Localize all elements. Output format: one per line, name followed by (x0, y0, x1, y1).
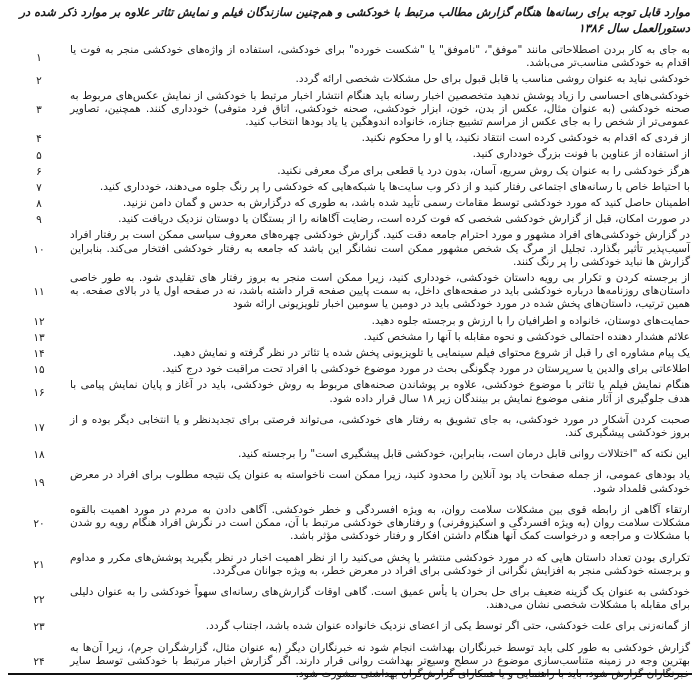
item-text: این نکته که "اختلالات روانی قابل درمان است، بنابراین، خودکشی قابل پیشگیری است" را برجسته کنید. (238, 448, 690, 461)
item-number: ۲۳ (33, 621, 45, 634)
item-text: یک پیام مشاوره ای را قبل از شروع محتوای فیلم سینمایی یا تلویزیونی پخش شده یا تئاتر در نظر گرفته و نمایش دهید. (172, 347, 690, 360)
item-text: هنگام نمایش فیلم یا تئاتر با موضوع خودکشی، علاوه بر پوشاندن صحنه‌های مربوط به روش خودکشی، باید در آغاز و پایان نمایش پیامی با هدف جلوگیری از آثار منفی موضوع نمایش بر بینندگان زیر ۱۸ سال قرار داده شود. (70, 379, 690, 405)
item-text: علائم هشدار دهنده احتمالی خودکشی و نحوه مقابله با آنها را مشخص کنید. (363, 330, 690, 343)
item-text: از استفاده از عناوین با فونت بزرگ خودداری کنید. (472, 148, 690, 161)
list-item (8, 315, 690, 328)
item-number: ۲۱ (33, 559, 45, 572)
item-number: ۲۴ (33, 655, 45, 668)
item-number: ۷ (36, 181, 42, 194)
item-text: از گمانه‌زنی برای علت خودکشی، حتی اگر توسط یکی از اعضای نزدیک خانواده عنوان شده باشد، اجتناب گردد. (205, 620, 690, 633)
list-item (8, 165, 690, 178)
list-item (8, 132, 690, 145)
list-item (8, 469, 690, 495)
item-text: گزارش خودکشی به طور کلی باید توسط خبرنگاران بهداشت انجام شود نه خبرنگاران دیگر (به عنوان مثال، گزارشگران جرم)، زیرا آن‌ها به بهترین وجه در زمینه متناسب‌سازی موضوع در سطح وسیع‌تر بهداشت روانی قرار دارند. اگر گزارش اخبار مرتبط با خودکشی توسط سایر خبرنگاران گزارش شود، باید با راهنمایی و یا همکارای گزارش‌گران بهداشتی مشورت شود. (70, 641, 690, 680)
item-number: ۵ (36, 149, 42, 162)
list-item (8, 552, 690, 578)
item-number: ۱۳ (33, 331, 45, 344)
item-text: اطلاعاتی برای والدین یا سرپرستان در مورد چگونگی بحث در مورد موضوع خودکشی با افراد تحت مراقبت خود درج کنید. (162, 363, 690, 376)
item-text: تکراری بودن تعداد داستان هایی که در مورد خودکشی منتشر یا پخش می‌کنید را از نظر اهمیت اخبار در نظر بگیرید پوشش‌های مکرر و مداوم و برجسته خودکشی منجر به افزایش نگرانی از خودکشی برای افراد در معرض خطر، به ویژه جوانان می‌گردد. (70, 551, 690, 577)
list-item (8, 331, 690, 344)
item-number: ۱۹ (33, 477, 45, 490)
item-text: ارتقاء آگاهی از رابطه قوی بین مشکلات سلامت روان، به ویژه افسردگی و خطر خودکشی. آگاهی دادن به مردم در مورد اهمیت بالقوه مشکلات سلامت روان (به ویژه افسردگی و اسکیزوفرنی) و رفتارهای خودکشی مرتبط با آن، ممکن است در نگرش افراد هنگام رویه رو شدن با مشکلات و مراجعه و درخواست کمک آنها هنگام داشتن افکار و رفتار خودکشی مؤثر باشد. (70, 503, 690, 543)
list-item (8, 148, 690, 161)
item-number: ۱۰ (33, 243, 45, 256)
item-number: ۱۶ (33, 387, 45, 400)
list-item (8, 213, 690, 226)
item-text: با احتیاط خاص با رسانه‌های اجتماعی رفتار کنید و از ذکر وب سایت‌ها یا شبکه‌هایی که خودکشی را پر رنگ جلوه می‌دهند، خودداری کنید. (99, 180, 690, 193)
list-item (8, 44, 690, 70)
item-number: ۹ (36, 214, 42, 227)
list-item (8, 272, 690, 312)
list-item (8, 73, 690, 86)
item-text: از برجسته کردن و تکرار بی رویه داستان خودکشی، خودداری کنید، زیرا ممکن است منجر به بروز رفتار های تقلیدی شود. به طور خاصی داستان‌های روزنامه‌ها درباره خودکشی باید در صفحه‌های داخل، به سمت پایین صفحه قرار داشته باشد، نه در صفحه اول یا در بالای صفحه. به همین ترتیب، داستان‌های پخش شده در مورد خودکشی باید در دومین یا سومین اخبار تلویزیونی ارائه شود (70, 272, 690, 311)
list-item (8, 229, 690, 269)
guideline-list (8, 44, 690, 681)
list-item (8, 620, 690, 633)
item-text: صحبت کردن آشکار در مورد خودکشی، به جای تشویق به رفتار های خودکشی، می‌تواند فرصتی برای تجدیدنظر و یا انتخابی دیگر بوده و از بروز خودکشی پیشگیری کند. (70, 413, 690, 440)
item-number: ۸ (36, 198, 42, 211)
item-number: ۳ (36, 103, 42, 116)
list-item (8, 347, 690, 360)
item-text: خودکشی‌های احساسی را زیاد پوشش ندهید متخصصین اخبار رسانه باید هنگام انتشار اخبار مرتبط با خودکشی از نمایش عکس‌های مربوط به صحنه خودکشی (به عنوان مثال، عکس از بدن، خون، ابزار خودکشی، صحنه خودکشی، اتاق فرد متوفی) خودداری کنند. همچنین، تصاویر عمومی‌تر از شخص را به جای عکس از مراسم تشییع جنازه، خانواده اندوهگین یا یاد بودها انتخاب کنید. (70, 89, 690, 129)
list-item (8, 90, 690, 130)
item-number: ۱۷ (33, 421, 45, 434)
list-item (8, 586, 690, 612)
item-text: از فردی که اقدام به خودکشی کرده است انتقاد نکنید، یا او را محکوم نکنید. (361, 132, 690, 145)
item-text: در صورت امکان، قبل از گزارش خودکشی شخصی که فوت کرده است، رضایت آگاهانه را از بستگان یا دوستان نزدیک دریافت کنید. (118, 213, 690, 226)
item-number: ۱۱ (33, 286, 45, 299)
list-item (8, 197, 690, 210)
item-number: ۱۲ (33, 315, 45, 328)
list-item (8, 448, 690, 461)
list-item (8, 504, 690, 544)
item-number: ۱۵ (33, 364, 45, 377)
item-number: ۲۰ (33, 518, 45, 531)
item-text: در گزارش خودکشی‌های افراد مشهور و مورد احترام جامعه دقت کنید. گزارش خودکشی چهره‌های معروف سیاسی ممکن است بر رفتار افراد آسیب‌پذیر تأثیر بگذارد. تجلیل از مرگ یک شخص مشهور ممکن است نشانگر این باشد که جامعه به رفتار خودکشی افتخار می‌کند. بنابراین گزارش ها نباید خودکشی را پر رنگ کنند. (70, 229, 690, 268)
page-title: موارد قابل توجه برای رسانه‌ها هنگام گزارش مطالب مرتبط با خودکشی و هم‌چنین سازندگان فیلم و نمایش تئاتر علاوه بر موارد ذکر شده در دستورالعمل سال ۱۳۸۶ (19, 5, 690, 35)
item-number: ۱۴ (33, 348, 45, 361)
item-number: ۴ (36, 133, 42, 146)
item-text: خودکشی به عنوان یک گزینه ضعیف برای حل بحران یا یأس عمیق است. گاهی اوقات گزارش‌های رسانه‌ای سهواً خودکشی را به عنوان دلیلی برای مقابله با مشکلات شخصی نشان می‌دهند. (70, 585, 690, 612)
item-text: اطمینان حاصل کنید که مورد خودکشی توسط مقامات رسمی تأیید شده باشد، به طوری که درگزارش به حدس و گمان دامن نزنید. (122, 197, 690, 210)
bottom-rule (8, 673, 692, 675)
list-item (8, 363, 690, 376)
item-number: ۲ (36, 74, 42, 87)
item-text: خودکشی نباید به عنوان روشی مناسب یا قابل قبول برای حل مشکلات شخصی ارائه گردد. (295, 73, 690, 86)
item-text: حمایت‌های دوستان، خانواده و اطرافیان را با ارزش و برجسته جلوه دهید. (371, 314, 690, 327)
list-item (8, 181, 690, 194)
item-text: به جای به کار بردن اصطلاحاتی مانند "موفق"، "ناموفق" یا "شکست خورده" برای خودکشی، استفاده از واژه‌های خودکشی منجر به فوت یا اقدام به خودکشی مناسب‌تر می‌باشد. (70, 44, 690, 70)
item-text: هرگز خودکشی را به عنوان یک روش سریع، آسان، بدون درد یا قطعی برای مرگ معرفی نکنید. (277, 164, 690, 177)
list-item (8, 379, 690, 405)
item-number: ۱ (36, 51, 42, 64)
list-item (8, 642, 690, 682)
item-number: ۶ (36, 165, 42, 178)
item-text: یاد بودهای عمومی، از جمله صفحات یاد بود آنلاین را محدود کنید، زیرا ممکن است ناخواسته به عنوان یک نتیجه مطلوب برای افراد در معرض خودکشی قلمداد شود. (70, 469, 690, 495)
list-item (8, 414, 690, 440)
item-number: ۲۲ (33, 593, 45, 606)
item-number: ۱۸ (33, 449, 45, 462)
